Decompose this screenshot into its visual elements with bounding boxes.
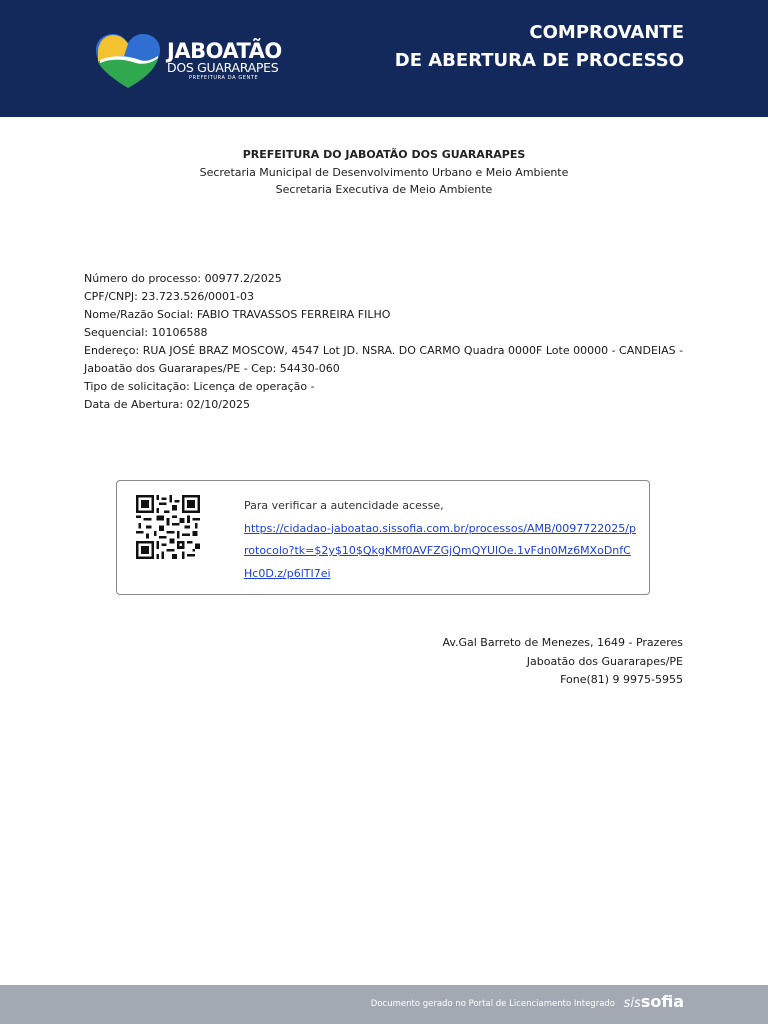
logo-tagline: PREFEITURA DA GENTE [189,75,259,81]
address-line1: Av.Gal Barreto de Menezes, 1649 - Prazeres [442,636,683,649]
brand-sis: sis [623,996,641,1011]
opening-date: Data de Abertura: 02/10/2025 [84,398,250,411]
logo-sub-text: DOS GUARARAPES [167,60,279,75]
organization-block [0,146,768,199]
page-header [0,0,768,117]
sissofia-logo [624,992,684,1011]
document-title-line1: COMPROVANTE [529,22,684,43]
org-name: PREFEITURA DO JABOATÃO DOS GUARARAPES [242,148,526,161]
verification-prompt: Para verificar a autencidade acesse, [244,499,444,512]
cpf-cnpj: CPF/CNPJ: 23.723.526/0001-03 [84,290,254,303]
process-number: Número do processo: 00977.2/2025 [84,272,282,285]
jaboatao-logo [94,32,294,92]
applicant-name: Nome/Razão Social: FABIO TRAVASSOS FERREIRA FILHO [84,308,391,321]
verification-text [244,495,636,585]
page-footer [0,985,768,1024]
heart-logo-icon [94,32,162,92]
document-title-line2: DE ABERTURA DE PROCESSO [394,50,684,71]
address-field: Endereço: RUA JOSÉ BRAZ MOSCOW, 4547 Lot JD. NSRA. DO CARMO Quadra 0000F Lote 00000 - CANDEIAS - Jaboatão dos Guararapes/PE - Cep: 54430-060 [84,344,684,375]
logo-main-text: JABOATÃO [167,39,282,63]
process-details [84,270,684,414]
qr-code-icon[interactable] [136,495,200,559]
org-secretaria: Secretaria Municipal de Desenvolvimento Urbano e Meio Ambiente [199,165,569,179]
address-line3: Fone(81) 9 9975-5955 [560,673,683,686]
verification-box [116,480,650,595]
address-line2: Jaboatão dos Guararapes/PE [526,654,683,668]
sequence-number: Sequencial: 10106588 [84,326,208,339]
org-secretaria-executiva: Secretaria Executiva de Meio Ambiente [275,183,493,196]
request-type: Tipo de solicitação: Licença de operação - [84,380,315,393]
verification-link[interactable]: https://cidadao-jaboatao.sissofia.com.br/processos/AMB/0097722025/protocolo?tk=$2y$10$QkgKMf0AVFZGjQmQYUlOe.1vFdn0Mz6MXoDnfCHc0D.z/p6lTI7ei [244,521,636,580]
footer-text: Documento gerado no Portal de Licenciamento Integrado [370,999,615,1009]
document-title [395,19,684,75]
brand-sofia: sofia [640,992,684,1011]
office-address [442,634,683,690]
